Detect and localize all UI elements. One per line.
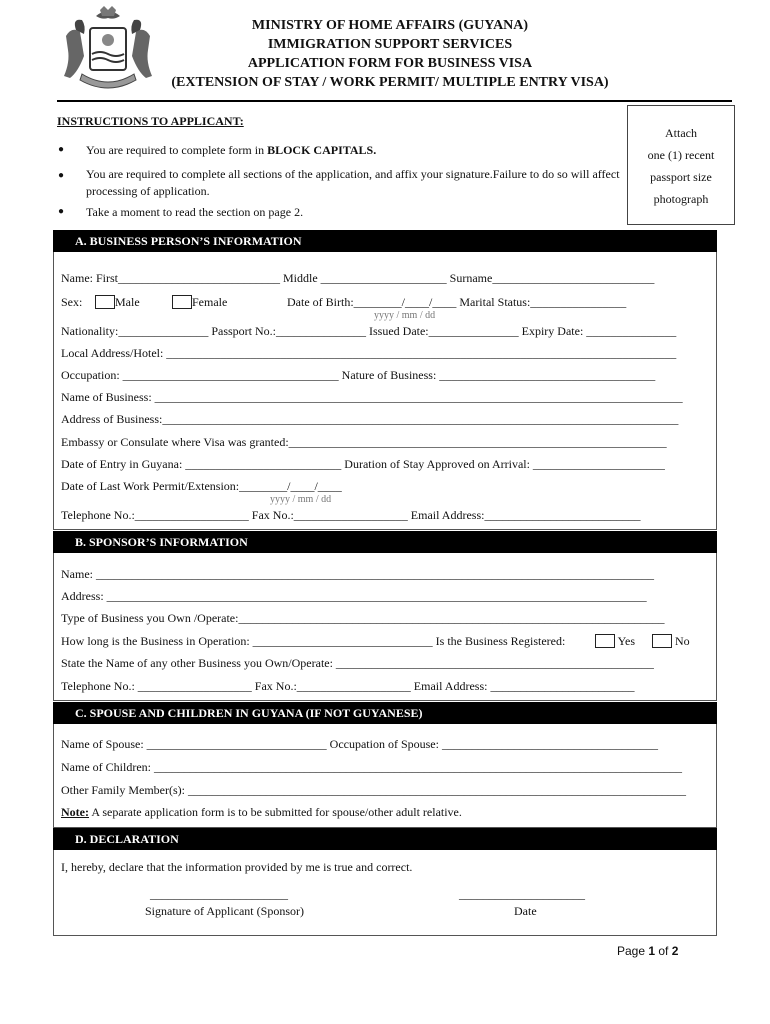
sex-field: Sex:	[61, 295, 83, 309]
applicant-name-fields[interactable]: Name: First___________________________ Middle _____________________ Surname___________________________	[61, 271, 655, 285]
bullet-icon: ●	[58, 170, 65, 181]
sponsor-business-type-field[interactable]: Type of Business you Own /Operate:_______________________________________________________________________	[61, 611, 665, 625]
section-d-header: D. DECLARATION	[53, 828, 717, 850]
occupation-nature-fields[interactable]: Occupation: ____________________________________ Nature of Business: ____________________________________	[61, 368, 656, 382]
registered-yes-checkbox[interactable]	[595, 634, 635, 649]
business-name-field[interactable]: Name of Business: ________________________________________________________________________________________	[61, 390, 683, 404]
local-address-field[interactable]: Local Address/Hotel: _____________________________________________________________________________________	[61, 346, 677, 360]
male-label: Male	[115, 295, 140, 309]
photo-box-line3: passport size	[650, 170, 712, 184]
header-divider	[57, 100, 732, 102]
other-family-field[interactable]: Other Family Member(s): ___________________________________________________________________________________	[61, 783, 686, 797]
male-checkbox[interactable]	[95, 295, 140, 310]
bullet-icon: ●	[58, 144, 65, 155]
applicant-contact-fields[interactable]: Telephone No.:___________________ Fax No.:___________________ Email Address:__________________________	[61, 508, 641, 522]
yes-label: Yes	[617, 634, 636, 648]
photo-box-line4: photograph	[653, 192, 709, 206]
dob-format-hint: yyyy / mm / dd	[374, 310, 436, 321]
instruction-3: Take a moment to read the section on page 2.	[86, 205, 304, 219]
bullet-icon: ●	[58, 206, 65, 217]
photo-attachment-box[interactable]	[627, 105, 735, 225]
other-business-field[interactable]: State the Name of any other Business you Own/Operate: _____________________________________________________	[61, 656, 654, 670]
instruction-2: You are required to complete all sections of the application, and affix your signature.Failure to do so will affect processing of application.	[86, 167, 620, 198]
no-label: No	[675, 634, 690, 648]
business-address-field[interactable]: Address of Business:______________________________________________________________________________________	[61, 412, 679, 426]
permit-date-format-hint: yyyy / mm / dd	[270, 494, 332, 505]
photo-box-line1: Attach	[665, 126, 697, 140]
photo-box-line2: one (1) recent	[647, 148, 715, 162]
last-permit-field[interactable]: Date of Last Work Permit/Extension:________/____/____	[61, 479, 342, 493]
note-text: Note: A separate application form is to be submitted for spouse/other adult relative.	[61, 805, 462, 819]
instruction-1: You are required to complete form in BLOCK CAPITALS.	[86, 143, 377, 157]
section-c-header: C. SPOUSE AND CHILDREN IN GUYANA (IF NOT GUYANESE)	[53, 702, 717, 724]
spouse-fields[interactable]: Name of Spouse: ______________________________ Occupation of Spouse: ____________________________________	[61, 737, 658, 751]
header-subtitle: (EXTENSION OF STAY / WORK PERMIT/ MULTIPLE ENTRY VISA)	[171, 75, 609, 90]
sponsor-name-field[interactable]: Name: _____________________________________________________________________________________________	[61, 567, 654, 581]
sponsor-contact-fields[interactable]: Telephone No.: ___________________ Fax No.:___________________ Email Address: ________________________	[61, 679, 635, 693]
female-checkbox[interactable]	[172, 295, 227, 310]
header-ministry: MINISTRY OF HOME AFFAIRS (GUYANA)	[251, 18, 529, 33]
signature-label: Signature of Applicant (Sponsor)	[145, 904, 304, 918]
section-b-header: B. SPONSOR’S INFORMATION	[53, 531, 717, 553]
header-form-title: APPLICATION FORM FOR BUSINESS VISA	[247, 56, 533, 71]
section-a-header: A. BUSINESS PERSON’S INFORMATION	[53, 230, 717, 252]
declaration-statement: I, hereby, declare that the information provided by me is true and correct.	[61, 860, 413, 874]
dob-marital-fields[interactable]: Date of Birth:________/____/____ Marital Status:________________	[287, 295, 627, 309]
registered-no-checkbox[interactable]	[652, 634, 690, 649]
business-operation-field[interactable]: How long is the Business in Operation: ______________________________ Is the Business Registered:	[61, 634, 566, 648]
page-number: Page 1 of 2	[617, 944, 679, 958]
embassy-field[interactable]: Embassy or Consulate where Visa was granted:_______________________________________________________________	[61, 435, 667, 449]
children-field[interactable]: Name of Children: ________________________________________________________________________________________	[61, 760, 682, 774]
female-label: Female	[192, 295, 228, 309]
entry-duration-fields[interactable]: Date of Entry in Guyana: __________________________ Duration of Stay Approved on Arrival: ______________________	[61, 457, 665, 471]
signature-line[interactable]: _______________________	[150, 887, 288, 901]
date-line[interactable]: _____________________	[459, 887, 585, 901]
sponsor-address-field[interactable]: Address: __________________________________________________________________________________________	[61, 589, 647, 603]
date-label: Date	[514, 904, 537, 918]
nationality-passport-fields[interactable]: Nationality:_______________ Passport No.:_______________ Issued Date:_______________ Expiry Date: _______________	[61, 324, 677, 338]
instructions-heading: INSTRUCTIONS TO APPLICANT:	[57, 114, 244, 128]
header-service: IMMIGRATION SUPPORT SERVICES	[267, 37, 513, 52]
